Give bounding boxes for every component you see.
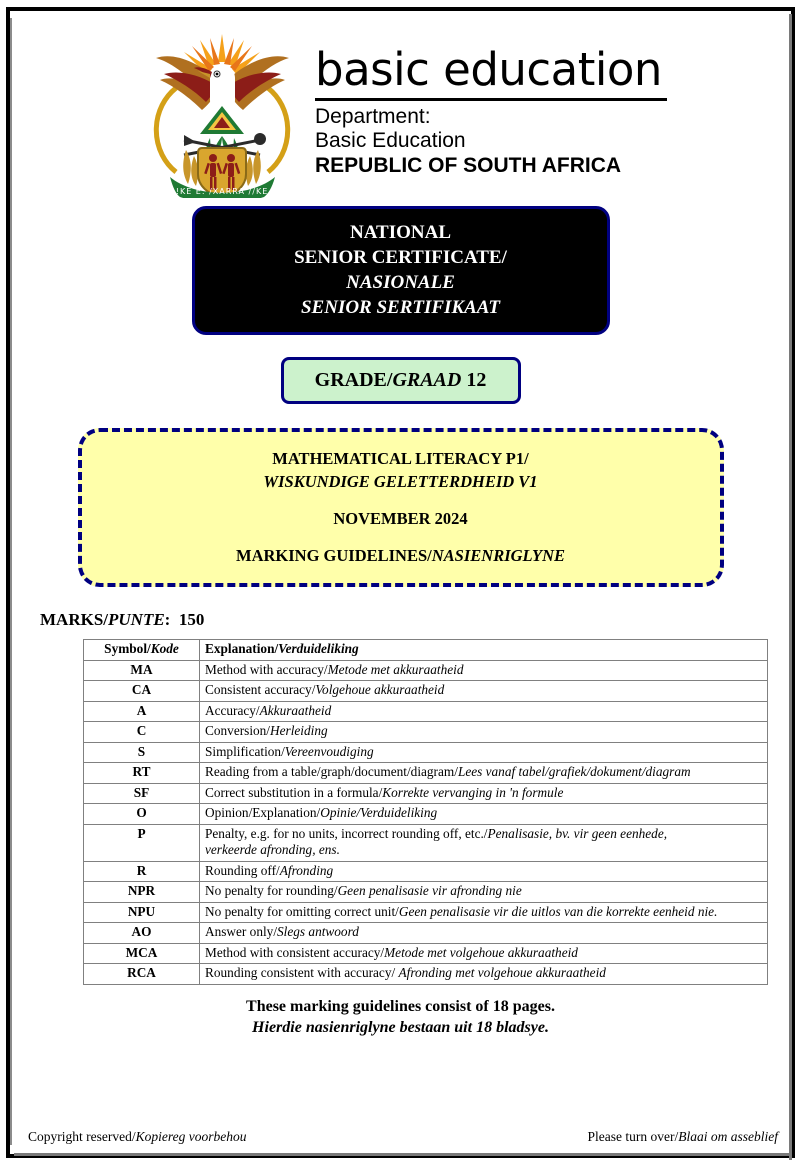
footer-copyright-af: Kopiereg voorbehou: [135, 1129, 247, 1144]
legend-explanation-cell: [200, 681, 768, 702]
legend-explanation-en: Accuracy/: [205, 702, 260, 718]
table-row: [84, 804, 768, 825]
legend-explanation-en: No penalty for rounding/: [205, 883, 338, 898]
legend-explanation-af: Afronding: [279, 862, 334, 878]
legend-explanation-af: Lees vanaf tabel/grafiek/dokument/diagram: [457, 764, 691, 779]
table-row: [84, 722, 768, 743]
marks-separator: :: [164, 610, 171, 629]
legend-symbol-cell: CA: [84, 681, 200, 702]
legend-explanation-cell: [200, 861, 768, 882]
legend-explanation-af: Penalisasie, bv. vir geen eenhede,: [487, 825, 668, 841]
legend-symbol-cell: SF: [84, 783, 200, 804]
legend-explanation-af: Metode met volgehoue akkuraatheid: [384, 944, 578, 960]
legend-explanation-af: Geen penalisasie vir afronding nie: [337, 883, 522, 898]
footer-turnover-af: Blaai om asseblief: [678, 1129, 778, 1144]
grade-box: [281, 357, 521, 404]
document-type-en: MARKING GUIDELINES/: [236, 546, 432, 565]
header-symbol-cell: [84, 640, 200, 661]
legend-explanation-af: Volgehoue akkuraatheid: [315, 682, 445, 697]
table-row: [84, 964, 768, 985]
department-line-2: Basic Education: [315, 129, 466, 152]
marks-label-en: MARKS/: [40, 610, 108, 629]
legend-explanation-af-line2: verkeerde afronding, ens.: [205, 842, 340, 857]
wordmark: [315, 22, 667, 178]
legend-explanation-cell: [200, 722, 768, 743]
legend-symbol-cell: R: [84, 861, 200, 882]
legend-symbol-cell: AO: [84, 923, 200, 944]
legend-explanation-en: Correct substitution in a formula/: [205, 784, 383, 800]
department-line-1: Department:: [315, 105, 431, 128]
legend-symbol-cell: RCA: [84, 964, 200, 985]
legend-explanation-cell: [200, 902, 768, 923]
subject-box-spacer: [92, 493, 710, 507]
legend-explanation-af: Korrekte vervanging in 'n formule: [382, 784, 564, 800]
table-row: [84, 763, 768, 784]
legend-explanation-af: Akkuraatheid: [259, 702, 332, 718]
legend-symbol-cell: RT: [84, 763, 200, 784]
marks-line: [40, 610, 791, 630]
page-count-english: These marking guidelines consist of 18 pages.: [246, 997, 555, 1015]
page-content: [10, 11, 791, 1154]
header-explanation-en: Explanation/: [205, 641, 279, 656]
legend-explanation-en: Opinion/Explanation/: [205, 805, 321, 820]
footer-copyright-en: Copyright reserved/: [28, 1129, 136, 1144]
legend-explanation-af: Slegs antwoord: [277, 924, 359, 939]
legend-symbol-cell: P: [84, 824, 200, 861]
certificate-line-1: NATIONAL: [350, 222, 451, 243]
wordmark-rule: [315, 98, 667, 101]
header-explanation-af: Verduideliking: [278, 641, 359, 656]
legend-explanation-en: Method with consistent accuracy/: [205, 944, 385, 960]
legend-table-wrapper: [83, 639, 768, 985]
subject-line-2: WISKUNDIGE GELETTERDHEID V1: [263, 472, 538, 491]
legend-explanation-af: Metode met akkuraatheid: [327, 661, 464, 677]
legend-explanation-en: Simplification/: [205, 743, 285, 759]
document-type-af: NASIENRIGLYNE: [431, 546, 565, 565]
header-symbol-af: Kode: [150, 641, 179, 656]
legend-explanation-af: Vereenvoudiging: [284, 743, 374, 759]
table-row: [84, 923, 768, 944]
legend-explanation-af: Geen penalisasie vir die uitlos van die korrekte eenheid nie.: [398, 903, 718, 919]
header-symbol-en: Symbol/: [104, 641, 151, 656]
legend-explanation-en: Method with accuracy/: [205, 661, 328, 677]
footer-turnover: [588, 1129, 778, 1145]
table-row: [84, 783, 768, 804]
legend-explanation-cell: [200, 804, 768, 825]
country-line: REPUBLIC OF SOUTH AFRICA: [315, 154, 622, 177]
table-row: [84, 701, 768, 722]
legend-table: [83, 639, 768, 985]
legend-explanation-en: Conversion/: [205, 723, 271, 738]
table-row: [84, 824, 768, 861]
legend-explanation-en: Penalty, e.g. for no units, incorrect rounding off, etc./: [205, 825, 488, 841]
document-type: [92, 544, 710, 567]
legend-symbol-cell: MCA: [84, 943, 200, 964]
footer-copyright: [28, 1129, 246, 1145]
marks-value: 150: [178, 610, 205, 629]
table-row: [84, 943, 768, 964]
legend-symbol-cell: NPU: [84, 902, 200, 923]
legend-explanation-cell: [200, 923, 768, 944]
legend-explanation-cell: [200, 882, 768, 903]
legend-symbol-cell: S: [84, 742, 200, 763]
legend-explanation-en: Answer only/: [205, 924, 278, 939]
legend-symbol-cell: A: [84, 701, 200, 722]
legend-explanation-cell: [200, 964, 768, 985]
letterhead: [10, 11, 791, 198]
page-count-notice: [10, 996, 791, 1038]
legend-explanation-af: Opinie/Verduideliking: [320, 805, 438, 820]
legend-symbol-cell: C: [84, 722, 200, 743]
legend-symbol-cell: MA: [84, 660, 200, 681]
legend-symbol-cell: O: [84, 804, 200, 825]
svg-text:!KE E: /XARRA //KE: !KE E: /XARRA //KE: [175, 187, 269, 196]
table-row: [84, 882, 768, 903]
legend-explanation-cell: [200, 943, 768, 964]
table-row: [84, 861, 768, 882]
subject-box-spacer-2: [92, 530, 710, 544]
footer-turnover-en: Please turn over/: [587, 1129, 679, 1144]
subject-box: [78, 428, 724, 587]
legend-explanation-cell: [200, 701, 768, 722]
certificate-line-3: NASIONALE: [346, 272, 455, 293]
grade-value: 12: [466, 369, 487, 391]
grade-label-en: GRADE/: [314, 369, 393, 391]
legend-explanation-en: Reading from a table/graph/document/diagram/: [205, 764, 458, 779]
legend-explanation-cell: [200, 824, 768, 861]
table-header-row: [84, 640, 768, 661]
legend-explanation-en: No penalty for omitting correct unit/: [205, 903, 399, 919]
marks-label-af: PUNTE: [108, 610, 165, 629]
certificate-line-4: SENIOR SERTIFIKAAT: [300, 297, 501, 318]
exam-session: NOVEMBER 2024: [333, 509, 468, 528]
page-count-afrikaans: Hierdie nasienriglyne bestaan uit 18 bladsye.: [252, 1018, 549, 1036]
legend-symbol-cell: NPR: [84, 882, 200, 903]
legend-explanation-en: Rounding consistent with accuracy/: [205, 965, 399, 980]
legend-explanation-en: Rounding off/: [205, 862, 280, 878]
legend-explanation-en: Consistent accuracy/: [205, 682, 316, 697]
table-row: [84, 902, 768, 923]
certificate-title-box: [192, 206, 610, 335]
legend-explanation-af: Herleiding: [270, 723, 328, 738]
legend-explanation-cell: [200, 660, 768, 681]
grade-label-af: GRAAD: [392, 369, 462, 391]
legend-explanation-cell: [200, 783, 768, 804]
legend-explanation-cell: [200, 763, 768, 784]
coat-of-arms-icon: [140, 22, 305, 198]
page-footer: [28, 1129, 778, 1145]
table-row: [84, 660, 768, 681]
legend-explanation-af: Afronding met volgehoue akkuraatheid: [398, 965, 606, 980]
table-row: [84, 742, 768, 763]
wordmark-title: basic education: [315, 43, 662, 96]
header-explanation-cell: [200, 640, 768, 661]
certificate-line-2: SENIOR CERTIFICATE/: [294, 247, 507, 268]
legend-explanation-cell: [200, 742, 768, 763]
subject-line-1: MATHEMATICAL LITERACY P1/: [272, 449, 529, 468]
table-row: [84, 681, 768, 702]
